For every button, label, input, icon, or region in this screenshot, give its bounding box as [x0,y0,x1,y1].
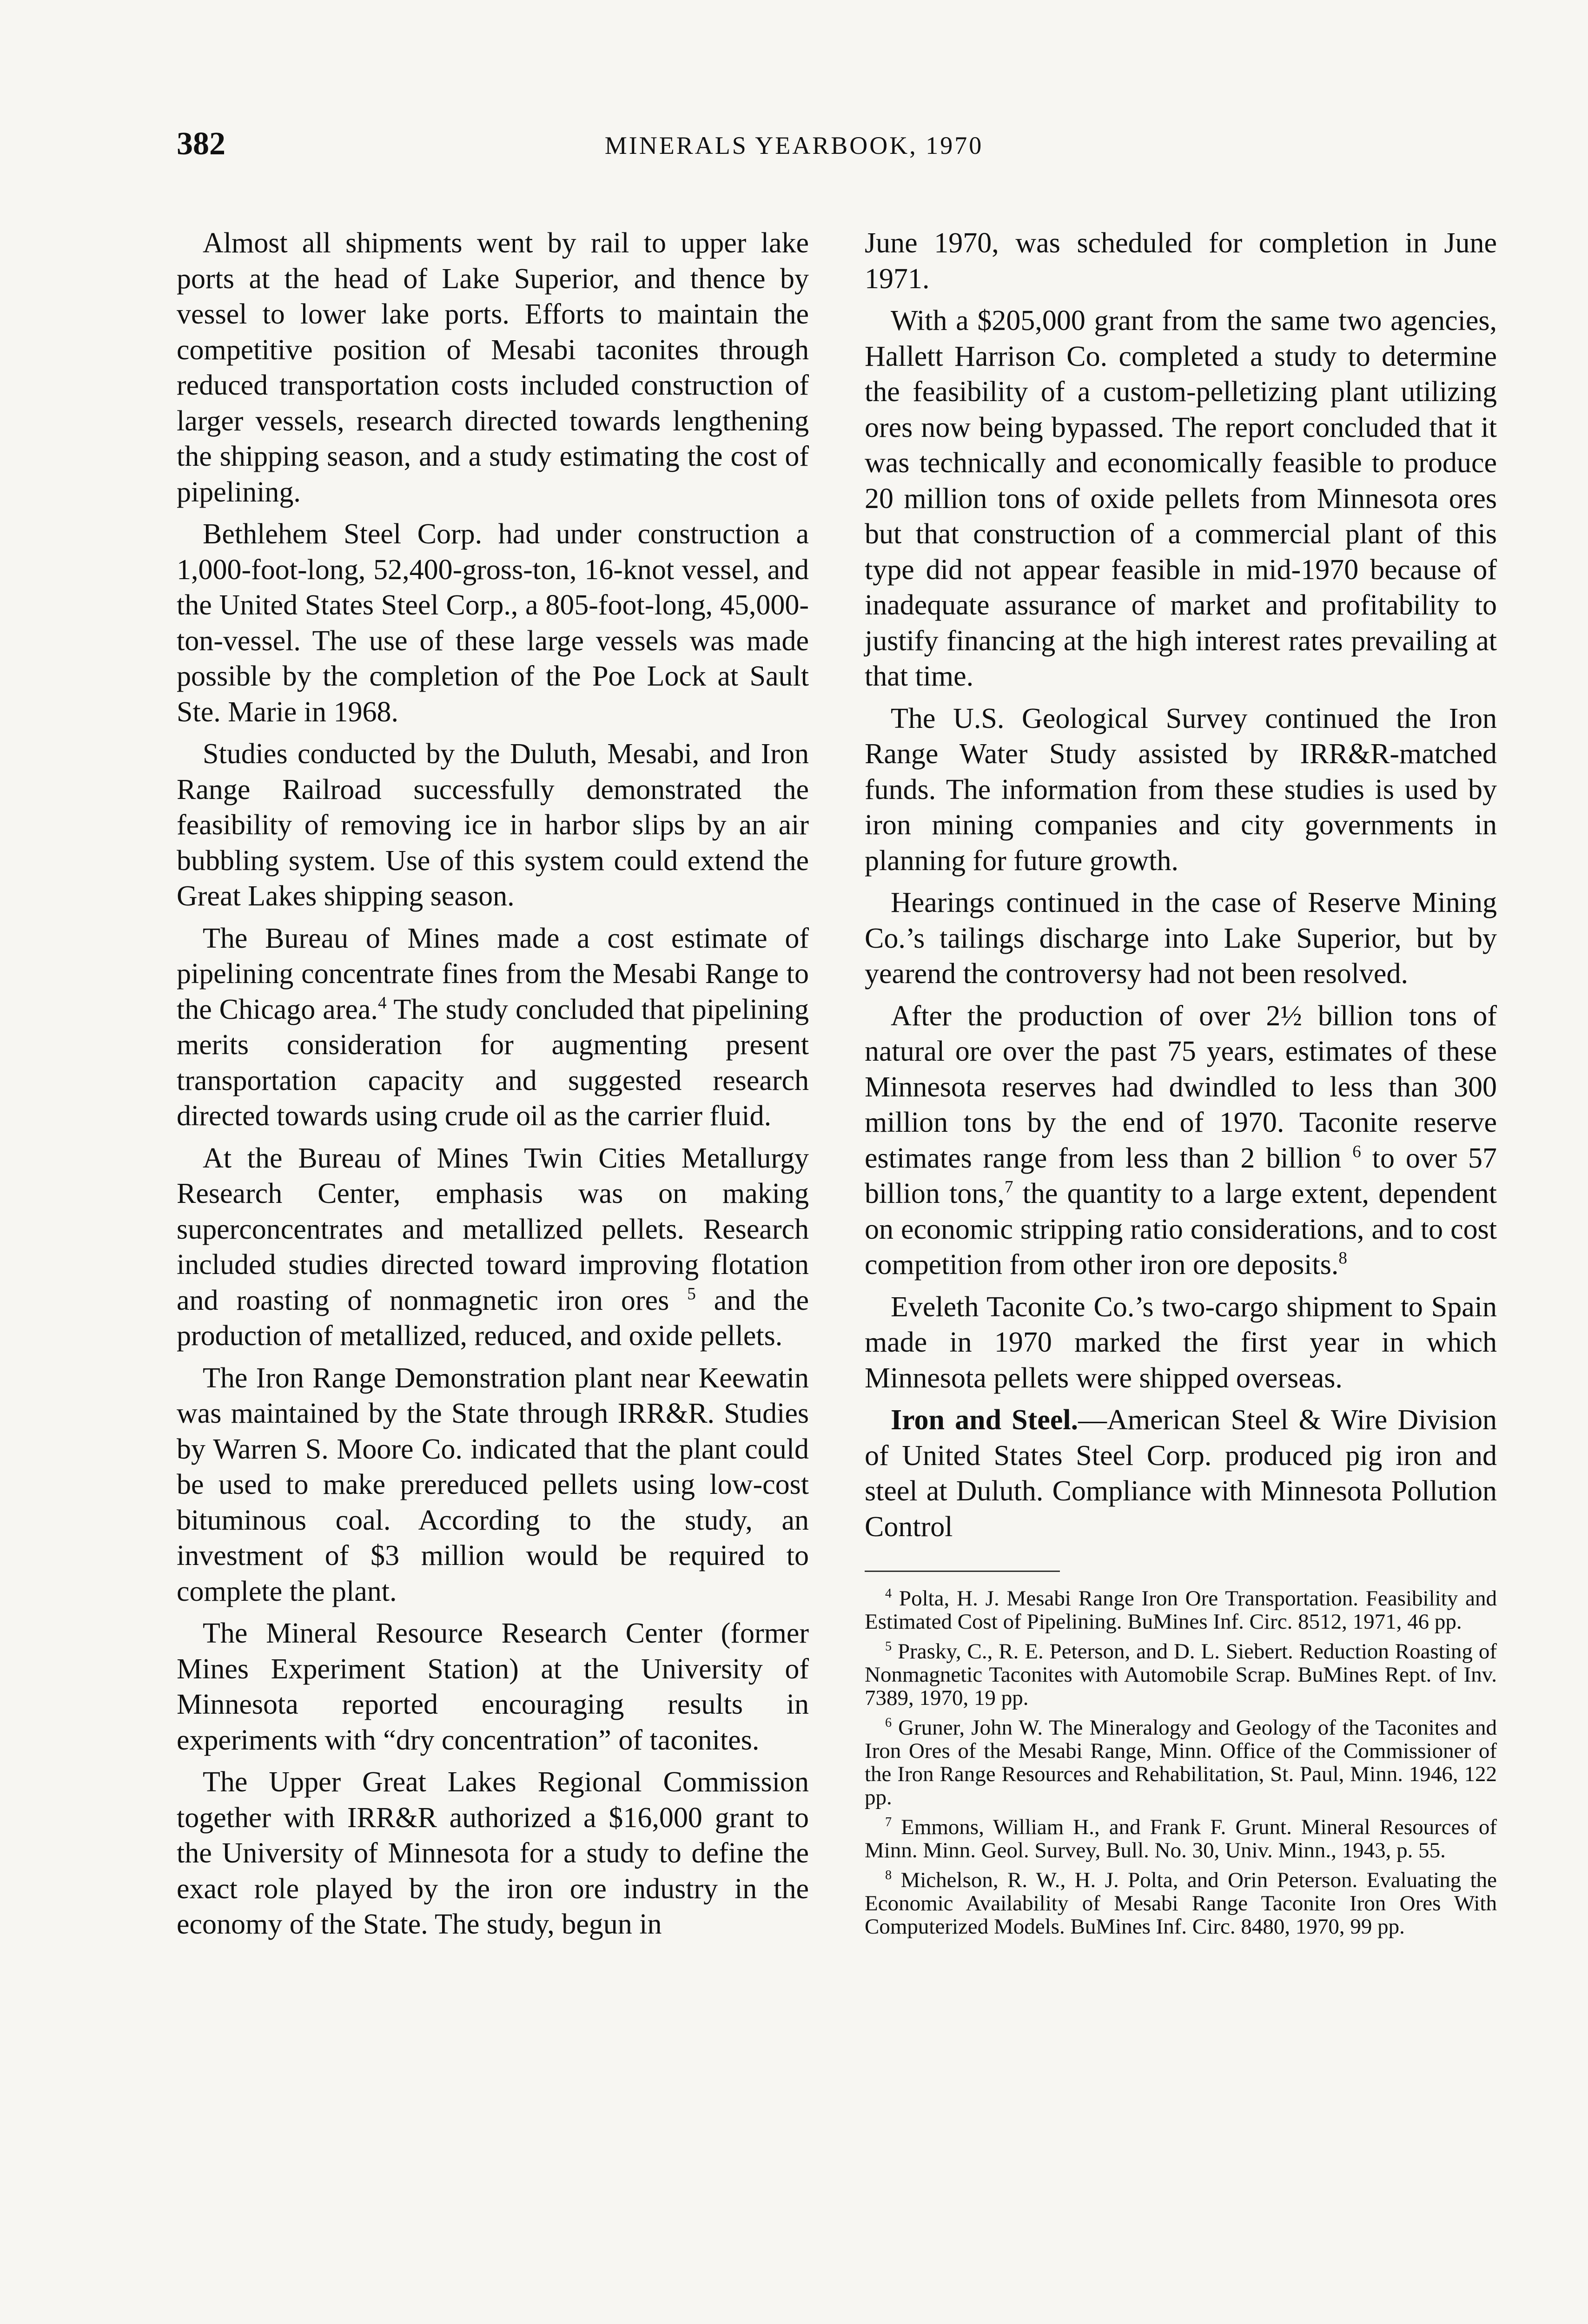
footnote-divider [865,1571,1060,1572]
footnote [865,1816,1497,1862]
paragraph-text: the quantity to a large extent, dependent on economic stripping ratio considerations, and to cost competition from other iron ore deposits. [865,1178,1497,1281]
footnote-text: Gruner, John W. The Mineralogy and Geology of the Taconites and Iron Ores of the Mesabi Range, Minn. Office of the Commissioner of the Iron Range Resources and Rehabilitation, St. Paul, Minn. 1946, 122 pp. [865,1716,1497,1809]
paragraph [865,998,1497,1283]
paragraph-text: The study concluded that pipelining merits consideration for augmenting present transportation capacity and suggested research directed towards using crude oil as the carrier fluid. [177,993,809,1132]
footnote-text: Polta, H. J. Mesabi Range Iron Ore Transportation. Feasibility and Estimated Cost of Pipelining. BuMines Inf. Circ. 8512, 1971, 46 pp. [865,1586,1497,1634]
footnote [865,1716,1497,1809]
paragraph-continuation: June 1970, was scheduled for completion in June 1971. [865,227,1497,295]
footnote-number: 7 [885,1815,892,1830]
paragraph: The Mineral Resource Research Center (former Mines Experiment Station) at the University of Minnesota reported encouraging results in experiments with “dry concentration” of taconites. [177,1618,809,1756]
paragraph-text: At the Bureau of Mines Twin Cities Metallurgy Research Center, emphasis was on making superconcentrates and metallized pellets. Research included studies directed toward improving flotation and roasting of nonmagnetic iron ores [177,1142,809,1316]
footnote-number: 4 [885,1586,892,1601]
footnote-ref: 7 [1004,1177,1013,1197]
paragraph: The Upper Great Lakes Regional Commission together with IRR&R authorized a $16,000 grant to the University of Minnesota for a study to define the exact role played by the iron ore industry in the economy of the State. The study, begun in [177,1766,809,1940]
footnote-text: Michelson, R. W., H. J. Polta, and Orin Peterson. Evaluating the Economic Availability of Mesabi Range Taconite Iron Ores With Computerized Models. BuMines Inf. Circ. 8480, 1970, 99 pp. [865,1868,1497,1939]
paragraph [177,1141,809,1354]
footnote-text: Emmons, William H., and Frank F. Grunt. Mineral Resources of Minn. Minn. Geol. Survey, Bull. No. 30, Univ. Minn., 1943, p. 55. [865,1815,1497,1862]
section-paragraph [865,1402,1497,1545]
paragraph: Almost all shipments went by rail to upper lake ports at the head of Lake Superior, and thence by vessel to lower lake ports. Efforts to maintain the competitive position of Mesabi taconites through reduced transportation costs included construction of larger vessels, research directed towards lengthening the shipping season, and a study estimating the cost of pipelining. [177,227,809,508]
paragraph: The U.S. Geological Survey continued the Iron Range Water Study assisted by IRR&R-matched funds. The information from these studies is used by iron mining companies and city governments in planning for future growth. [865,702,1497,877]
paragraph: Bethlehem Steel Corp. had under construction a 1,000-foot-long, 52,400-gross-ton, 16-knot vessel, and the United States Steel Corp., a 805-foot-long, 45,000-ton-vessel. The use of these large vessels was made possible by the completion of the Poe Lock at Sault Ste. Marie in 1968. [177,518,809,728]
paragraph: Eveleth Taconite Co.’s two-cargo shipment to Spain made in 1970 marked the first year in which Minnesota pellets were shipped overseas. [865,1291,1497,1394]
footnote-number: 5 [885,1639,892,1654]
footnote-ref: 8 [1338,1248,1347,1268]
footnote-number: 8 [885,1868,892,1883]
paragraph: Hearings continued in the case of Reserve Mining Co.’s tailings discharge into Lake Superior, but by yearend the controversy had not been resolved. [865,887,1497,990]
paragraph [177,921,809,1134]
running-title: MINERALS YEARBOOK, 1970 [604,132,984,159]
paragraph-text: —American Steel & Wire Division of United States Steel Corp. produced pig iron and steel at Duluth. Compliance with Minnesota Pollution Control [865,1404,1497,1543]
paragraph: Studies conducted by the Duluth, Mesabi, and Iron Range Railroad successfully demonstrated the feasibility of removing ice in harbor slips by an air bubbling system. Use of this system could extend the Great Lakes shipping season. [177,738,809,912]
right-column [865,225,1497,1945]
paragraph-text: and the production of metallized, reduced, and oxide pellets. [177,1284,809,1352]
footnote [865,1587,1497,1633]
footnote-ref: 4 [377,993,387,1013]
paragraph-text: to over 57 billion tons, [865,1142,1497,1209]
paragraph-text: After the production of over 2½ billion tons of natural ore over the past 75 years, estimates of these Minnesota reserves had dwindled to less than 300 million tons by the end of 1970. Taconite reserve estimates range from less than 2 billion [865,1000,1497,1174]
left-column [177,225,809,1949]
paragraph: The Iron Range Demonstration plant near Keewatin was maintained by the State through IRR&R. Studies by Warren S. Moore Co. indicated that the plant could be used to make prereduced pellets using low-cost bituminous coal. According to the study, an investment of $3 million would be required to complete the plant. [177,1362,809,1607]
footnote-text: Prasky, C., R. E. Peterson, and D. L. Siebert. Reduction Roasting of Nonmagnetic Taconites with Automobile Scrap. BuMines Rept. of Inv. 7389, 1970, 19 pp. [865,1639,1497,1710]
footnote [865,1640,1497,1710]
section-heading: Iron and Steel. [891,1404,1079,1436]
paragraph-text: The Bureau of Mines made a cost estimate of pipelining concentrate fines from the Mesabi Range to the Chicago area. [177,922,809,1025]
footnote-number: 6 [885,1716,892,1730]
paragraph: With a $205,000 grant from the same two agencies, Hallett Harrison Co. completed a study to determine the feasibility of a custom-pelletizing plant utilizing ores now being bypassed. The report concluded that it was technically and economically feasible to produce 20 million tons of oxide pellets from Minnesota ores but that construction of a commercial plant of this type did not appear feasible in mid-1970 because of inadequate assurance of market and profitability to justify financing at the high interest rates prevailing at that time. [865,305,1497,692]
footnotes [865,1587,1497,1938]
footnote-ref: 5 [687,1284,696,1304]
footnote-ref: 6 [1352,1142,1361,1162]
footnote [865,1868,1497,1938]
page-number: 382 [177,126,225,162]
page-header [177,125,1411,167]
